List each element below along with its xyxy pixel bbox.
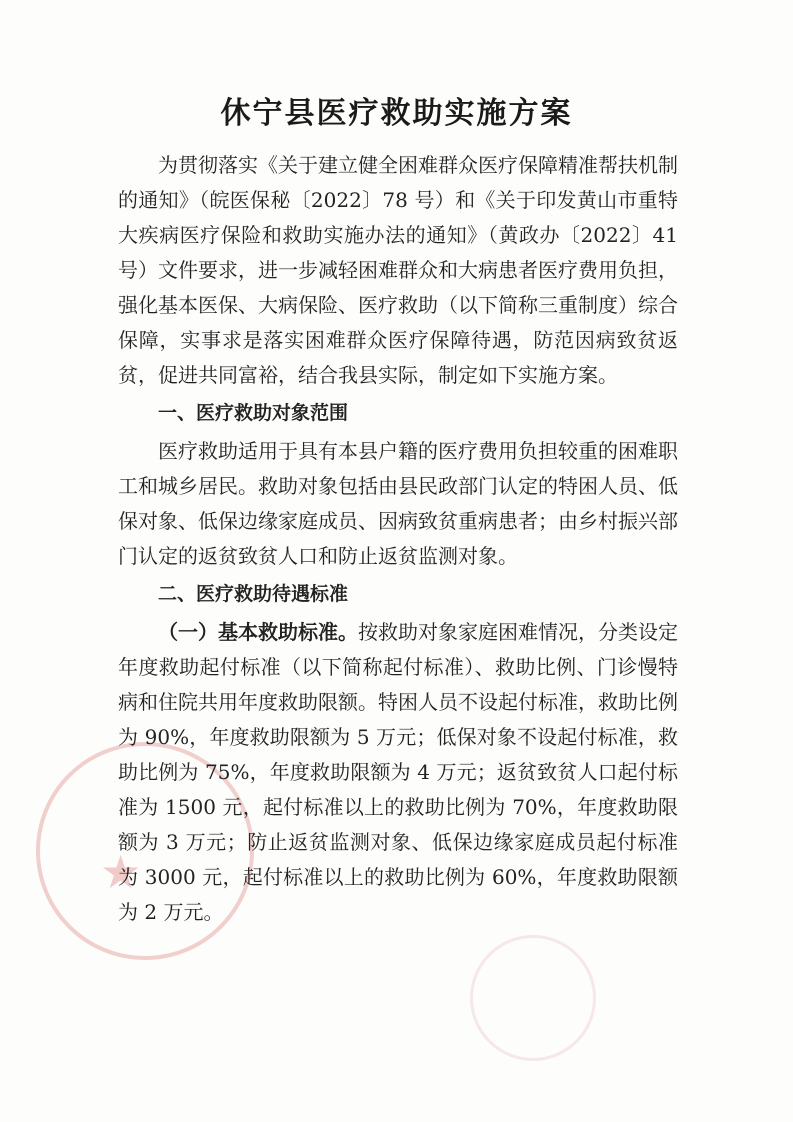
faint-seal xyxy=(470,935,596,1061)
intro-paragraph: 为贯彻落实《关于建立健全困难群众医疗保障精准帮扶机制的通知》（皖医保秘〔2022〕78 号）和《关于印发黄山市重特大疾病医疗保险和救助实施办法的通知》（黄政办〔2022〕41 号）文件要求，进一步减轻困难群众和大病患者医疗费用负担，强化基本医保、大病保险、医疗救助（以下简称三重制度）综合保障，实事求是落实困难群众医疗保障待遇，防范因病致贫返贫，促进共同富裕，结合我县实际，制定如下实施方案。 xyxy=(118,153,678,387)
basic-standard-text: 按救助对象家庭困难情况，分类设定年度救助起付标准（以下简称起付标准）、救助比例、门诊慢特病和住院共用年度救助限额。特困人员不设起付标准，救助比例为 90%，年度救助限额为 5 万元；低保对象不设起付标准，救助比例为 75%，年度救助限额为 4 万元；返贫致贫人口起付标准为 1500 元，起付标准以上的救助比例为 70%，年度救助限额为 3 万元；防止返贫监测对象、低保边缘家庭成员起付标准为 3000 元，起付标准以上的救助比例为 60%，年度救助限额为 2 万元。 xyxy=(118,620,678,924)
scope-paragraph: 医疗救助适用于具有本县户籍的医疗费用负担较重的困难职工和城乡居民。救助对象包括由县民政部门认定的特困人员、低保对象、低保边缘家庭成员、因病致贫重病患者；由乡村振兴部门认定的返贫致贫人口和防止返贫监测对象。 xyxy=(118,439,678,568)
basic-standard-paragraph xyxy=(118,615,678,930)
document-title: 休宁县医疗救助实施方案 xyxy=(220,96,573,131)
basic-standard-lead: （一）基本救助标准。 xyxy=(158,620,358,644)
section-heading-1: 一、医疗救助对象范围 xyxy=(158,402,349,424)
seal-star-icon: ★ xyxy=(100,845,142,899)
section-heading-2: 二、医疗救助待遇标准 xyxy=(158,583,349,605)
document-body xyxy=(118,148,678,930)
